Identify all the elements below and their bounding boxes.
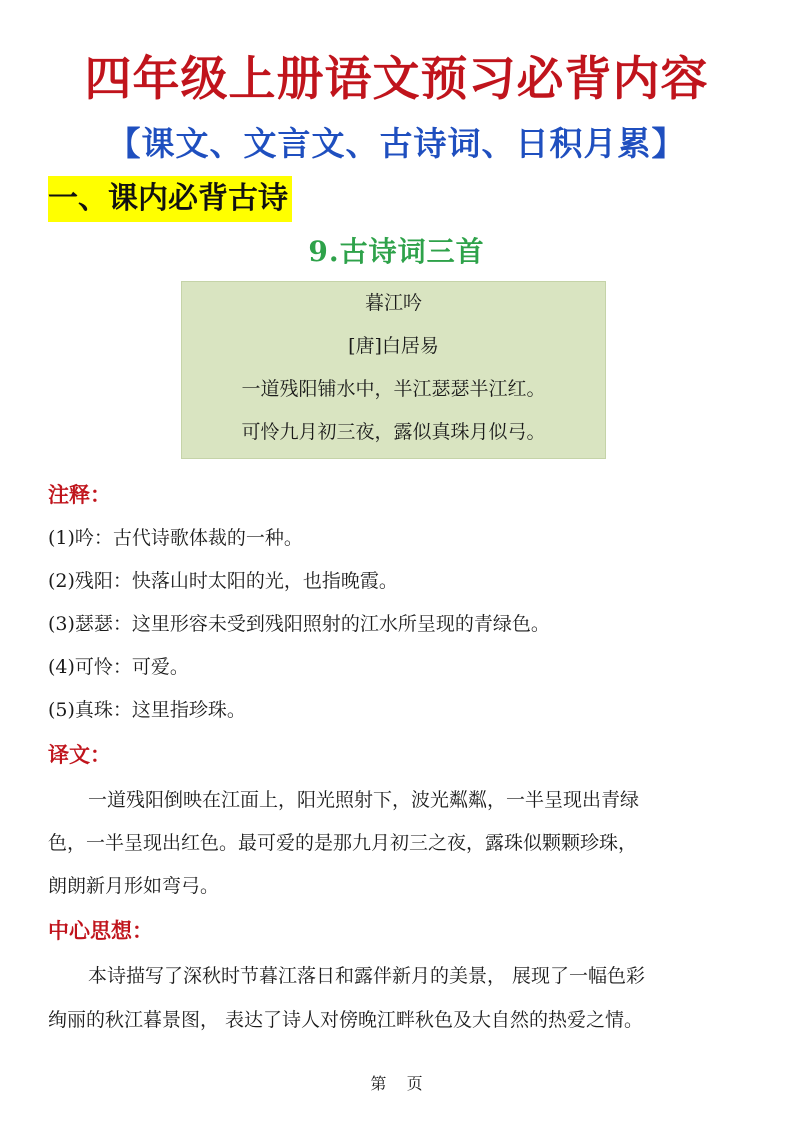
poem-title: 暮江吟 bbox=[364, 292, 422, 314]
poem-line: 一道残阳铺水中，半江瑟瑟半江红。 bbox=[241, 378, 546, 400]
poem-box bbox=[181, 281, 606, 459]
translation-line: 朗朗新月形如弯弓。 bbox=[48, 875, 220, 897]
translation-label: 译文： bbox=[48, 743, 111, 767]
page-title: 四年级上册语文预习必背内容 bbox=[84, 52, 709, 107]
page-number-footer: 第 页 bbox=[370, 1074, 423, 1093]
note-item: (1)吟：古代诗歌体裁的一种。 bbox=[48, 527, 303, 549]
section-title: 一、课内必背古诗 bbox=[48, 176, 292, 222]
poem-author: [唐]白居易 bbox=[348, 335, 439, 357]
theme-line: 绚丽的秋江暮景图， 表达了诗人对傍晚江畔秋色及大自然的热爱之情。 bbox=[48, 1009, 644, 1031]
theme-line: 本诗描写了深秋时节暮江落日和露伴新月的美景， 展现了一幅色彩 bbox=[88, 965, 646, 987]
note-item: (2)残阳：快落山时太阳的光，也指晚霞。 bbox=[48, 570, 398, 592]
note-item: (5)真珠：这里指珍珠。 bbox=[48, 699, 246, 721]
notes-label: 注释： bbox=[48, 483, 111, 507]
theme-label: 中心思想： bbox=[48, 919, 153, 943]
translation-line: 色，一半呈现出红色。最可爱的是那九月初三之夜，露珠似颗颗珍珠， bbox=[48, 832, 638, 854]
note-item: (3)瑟瑟：这里形容未受到残阳照射的江水所呈现的青绿色。 bbox=[48, 613, 550, 635]
poem-line: 可怜九月初三夜，露似真珠月似弓。 bbox=[241, 421, 546, 443]
lesson-title: 9.古诗词三首 bbox=[308, 235, 485, 268]
page-subtitle: 【课文、文言文、古诗词、日积月累】 bbox=[107, 124, 686, 163]
note-item: (4)可怜：可爱。 bbox=[48, 656, 189, 678]
translation-line: 一道残阳倒映在江面上，阳光照射下，波光粼粼，一半呈现出青绿 bbox=[88, 789, 640, 811]
